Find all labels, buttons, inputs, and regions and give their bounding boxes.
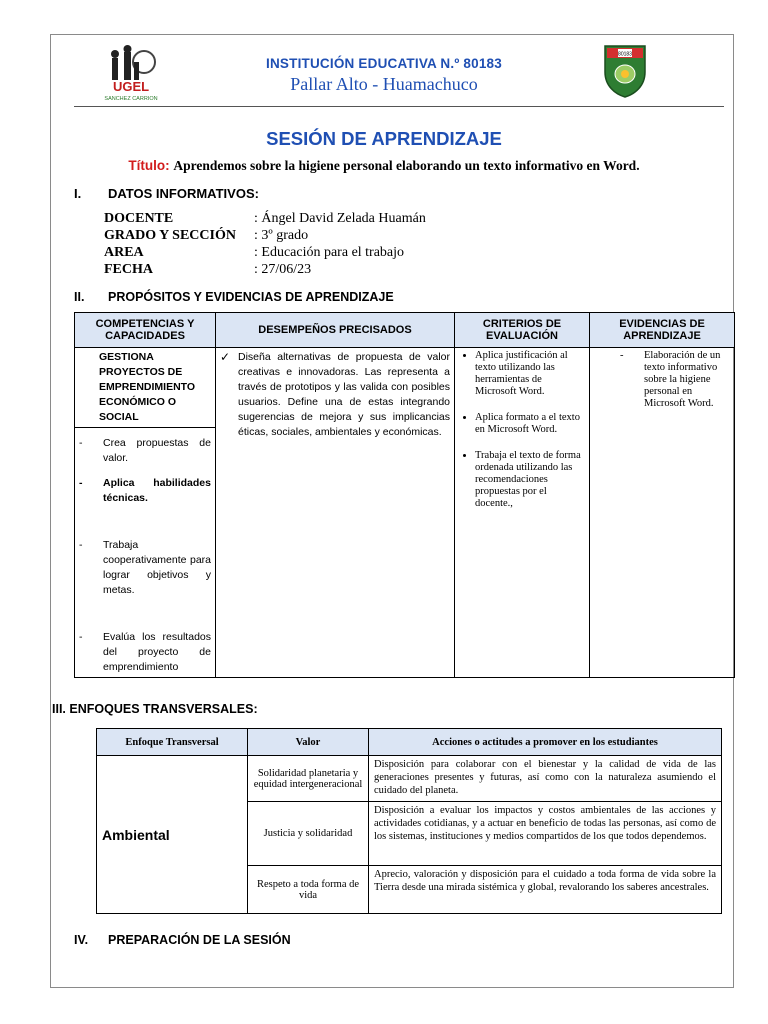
list-item: - Trabaja cooperativamente para lograr objetivos y metas. <box>79 539 211 596</box>
institution-name: INSTITUCIÓN EDUCATIVA N.º 80183 <box>266 56 502 71</box>
header-divider <box>74 106 724 107</box>
titulo-text: Aprendemos sobre la higiene personal elaborando un texto informativo en Word. <box>173 158 640 173</box>
svg-text:UGEL: UGEL <box>112 79 150 94</box>
school-crest <box>601 42 649 98</box>
list-item: • Aplica formato a el texto en Microsoft Word. <box>475 412 585 436</box>
evidence-item: - Elaboración de un texto informativo sobre la higiene personal en Microsoft Word. <box>620 350 721 409</box>
enfoque-ambiental: Ambiental <box>97 756 248 914</box>
svg-text:SANCHEZ CARRION: SANCHEZ CARRION <box>104 96 158 102</box>
svg-text:80183: 80183 <box>618 51 632 58</box>
session-title: SESIÓN DE APRENDIZAJE <box>266 128 502 149</box>
check-icon: ✓ <box>220 350 231 364</box>
list-item: • Aplica justificación al texto utilizando las herramientas de Microsoft Word. <box>475 350 585 398</box>
session-subtitle: Título: Aprendemos sobre la higiene personal elaborando un texto informativo en Word. <box>128 158 640 173</box>
table-row: Ambiental Solidaridad planetaria y equidad intergeneracional Disposición para colaborar con el bienestar y la calidad de vida de las generaciones presentes y futuras, así como con la naturaleza asumiendo el cuidado del planeta. <box>97 756 722 802</box>
table-row: Justicia y solidaridad Disposición a evaluar los impactos y costos ambientales de las acciones y actividades cotidianas, y a actuar en beneficio de todas las personas, así como de los sistemas, instituciones y medios compartidos de los que todos dependemos. <box>97 802 722 866</box>
propositos-table <box>74 312 735 678</box>
criteria-list <box>459 350 585 510</box>
performance-text: Diseña alternativas de propuesta de valor creativas e innovadoras. Las representa a través de prototipos y las valida con posibles usuarios. Define una de estas integrando sugerencias de mejora y sus implicancias éticas, sociales, ambientales y económicas. <box>238 351 450 438</box>
table-row <box>75 348 735 678</box>
datos-informativos: DOCENTE : Ángel David Zelada Huamán GRADO Y SECCIÓN : 3º grado AREA : Educación para el trabajo FECHA : 27/06/23 <box>104 211 426 277</box>
titulo-label: Título <box>128 158 166 173</box>
section-3-heading: III. ENFOQUES TRANSVERSALES: <box>52 702 258 716</box>
competency-title: GESTIONA PROYECTOS DE EMPRENDIMIENTO ECONÓMICO O SOCIAL <box>99 351 196 423</box>
capacities-list <box>79 436 211 675</box>
list-item: - Evalúa los resultados del proyecto de emprendimiento <box>79 631 211 673</box>
list-item: - Crea propuestas de valor. <box>79 437 211 464</box>
list-item: • Trabaja el texto de forma ordenada utilizando las recomendaciones propuestas por el docente., <box>475 450 585 510</box>
list-item: - Aplica habilidades técnicas. <box>79 477 211 504</box>
section-4-heading: IV. PREPARACIÓN DE LA SESIÓN <box>74 933 291 947</box>
institution-place: Pallar Alto - Huamachuco <box>290 74 478 94</box>
section-1-heading: I. DATOS INFORMATIVOS: <box>74 186 259 201</box>
table-header-row: Enfoque Transversal Valor Acciones o actitudes a promover en los estudiantes <box>97 729 722 756</box>
enfoques-table <box>96 728 722 914</box>
table-header-row: COMPETENCIAS Y CAPACIDADES DESEMPEÑOS PRECISADOS CRITERIOS DE EVALUACIÓN EVIDENCIAS DE APRENDIZAJE <box>75 313 735 348</box>
table-row: Respeto a toda forma de vida Aprecio, valoración y disposición para el cuidado a toda forma de vida sobre la Tierra desde una mirada sistémica y global, revalorando los saberes ancestrales. <box>97 866 722 914</box>
section-2-heading: II. PROPÓSITOS Y EVIDENCIAS DE APRENDIZAJE <box>74 290 394 304</box>
